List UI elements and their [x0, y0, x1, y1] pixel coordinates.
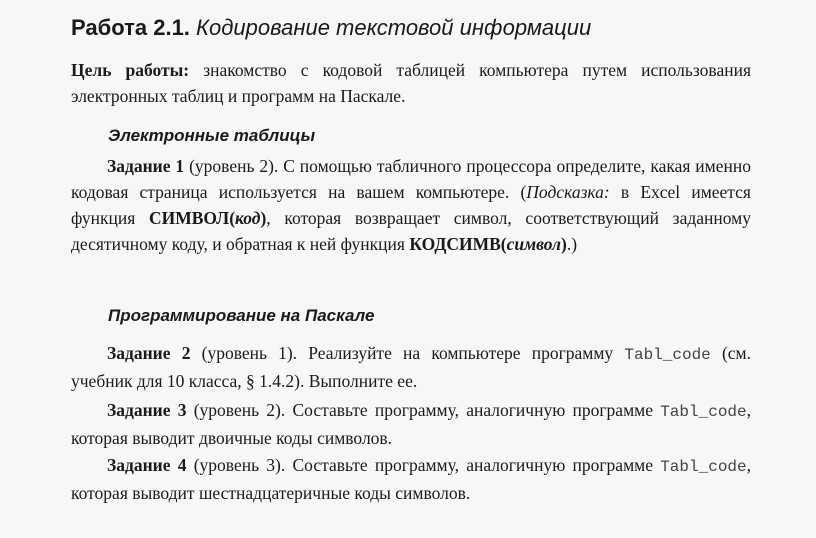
- task2-label: Задание 2: [107, 343, 191, 363]
- task3-text-b: , которая выводит двоичные коды символов.: [71, 400, 751, 448]
- task1-label: Задание 1: [107, 156, 185, 176]
- task4-text-b: , которая выводит шестнадцатеричные коды символов.: [71, 455, 751, 503]
- goal-text: знакомство с кодовой таблицей компьютера путем использования электронных таблиц и программ на Паскале.: [71, 60, 751, 106]
- task3-code: Tabl_code: [660, 403, 747, 421]
- task3-label: Задание 3: [107, 400, 187, 420]
- task2-code: Tabl_code: [624, 346, 711, 364]
- task4-paragraph: [71, 452, 751, 506]
- task1-text-a: (уровень 2). С помощью табличного процессора определите, какая именно кодовая страница используется на вашем компьютере. (: [71, 156, 751, 202]
- task1-func2-arg: символ: [506, 234, 562, 254]
- section-heading-spreadsheets: Электронные таблицы: [108, 126, 316, 145]
- goal-paragraph: [71, 57, 751, 109]
- task1-func1: СИМВОЛ(: [148, 208, 236, 228]
- task1-text-b: в Excel имеется функция: [71, 182, 751, 228]
- task1-func1-arg: код: [235, 208, 261, 228]
- task1-text-d: .): [566, 234, 578, 254]
- task1-func2: КОДСИМВ(: [409, 234, 507, 254]
- task1-func1-close: ): [260, 208, 267, 228]
- work-number: Работа 2.1.: [71, 15, 190, 40]
- task2-text-b: (см. учебник для 10 класса, § 1.4.2). Выполните ее.: [71, 343, 751, 391]
- task1-func2-close: ): [561, 234, 567, 254]
- task3-paragraph: [71, 397, 751, 451]
- task2-paragraph: [71, 340, 751, 394]
- task1-paragraph: [71, 153, 751, 257]
- work-name: Кодирование текстовой информации: [196, 15, 592, 40]
- task1-hint-label: Подсказка:: [526, 182, 610, 202]
- goal-label: Цель работы:: [71, 60, 190, 80]
- task1-text-c: , которая возвращает символ, соответствующий заданному десятичному коду, и обратная к ней функция: [71, 208, 751, 254]
- task2-text-a: (уровень 1). Реализуйте на компьютере программу: [190, 343, 625, 363]
- task4-code: Tabl_code: [660, 458, 747, 476]
- section-heading-pascal: Программирование на Паскале: [108, 306, 375, 325]
- page-title: [71, 14, 591, 42]
- task3-text-a: (уровень 2). Составьте программу, аналогичную программе: [186, 400, 661, 420]
- task4-label: Задание 4: [107, 455, 187, 475]
- task4-text-a: (уровень 3). Составьте программу, аналогичную программе: [186, 455, 661, 475]
